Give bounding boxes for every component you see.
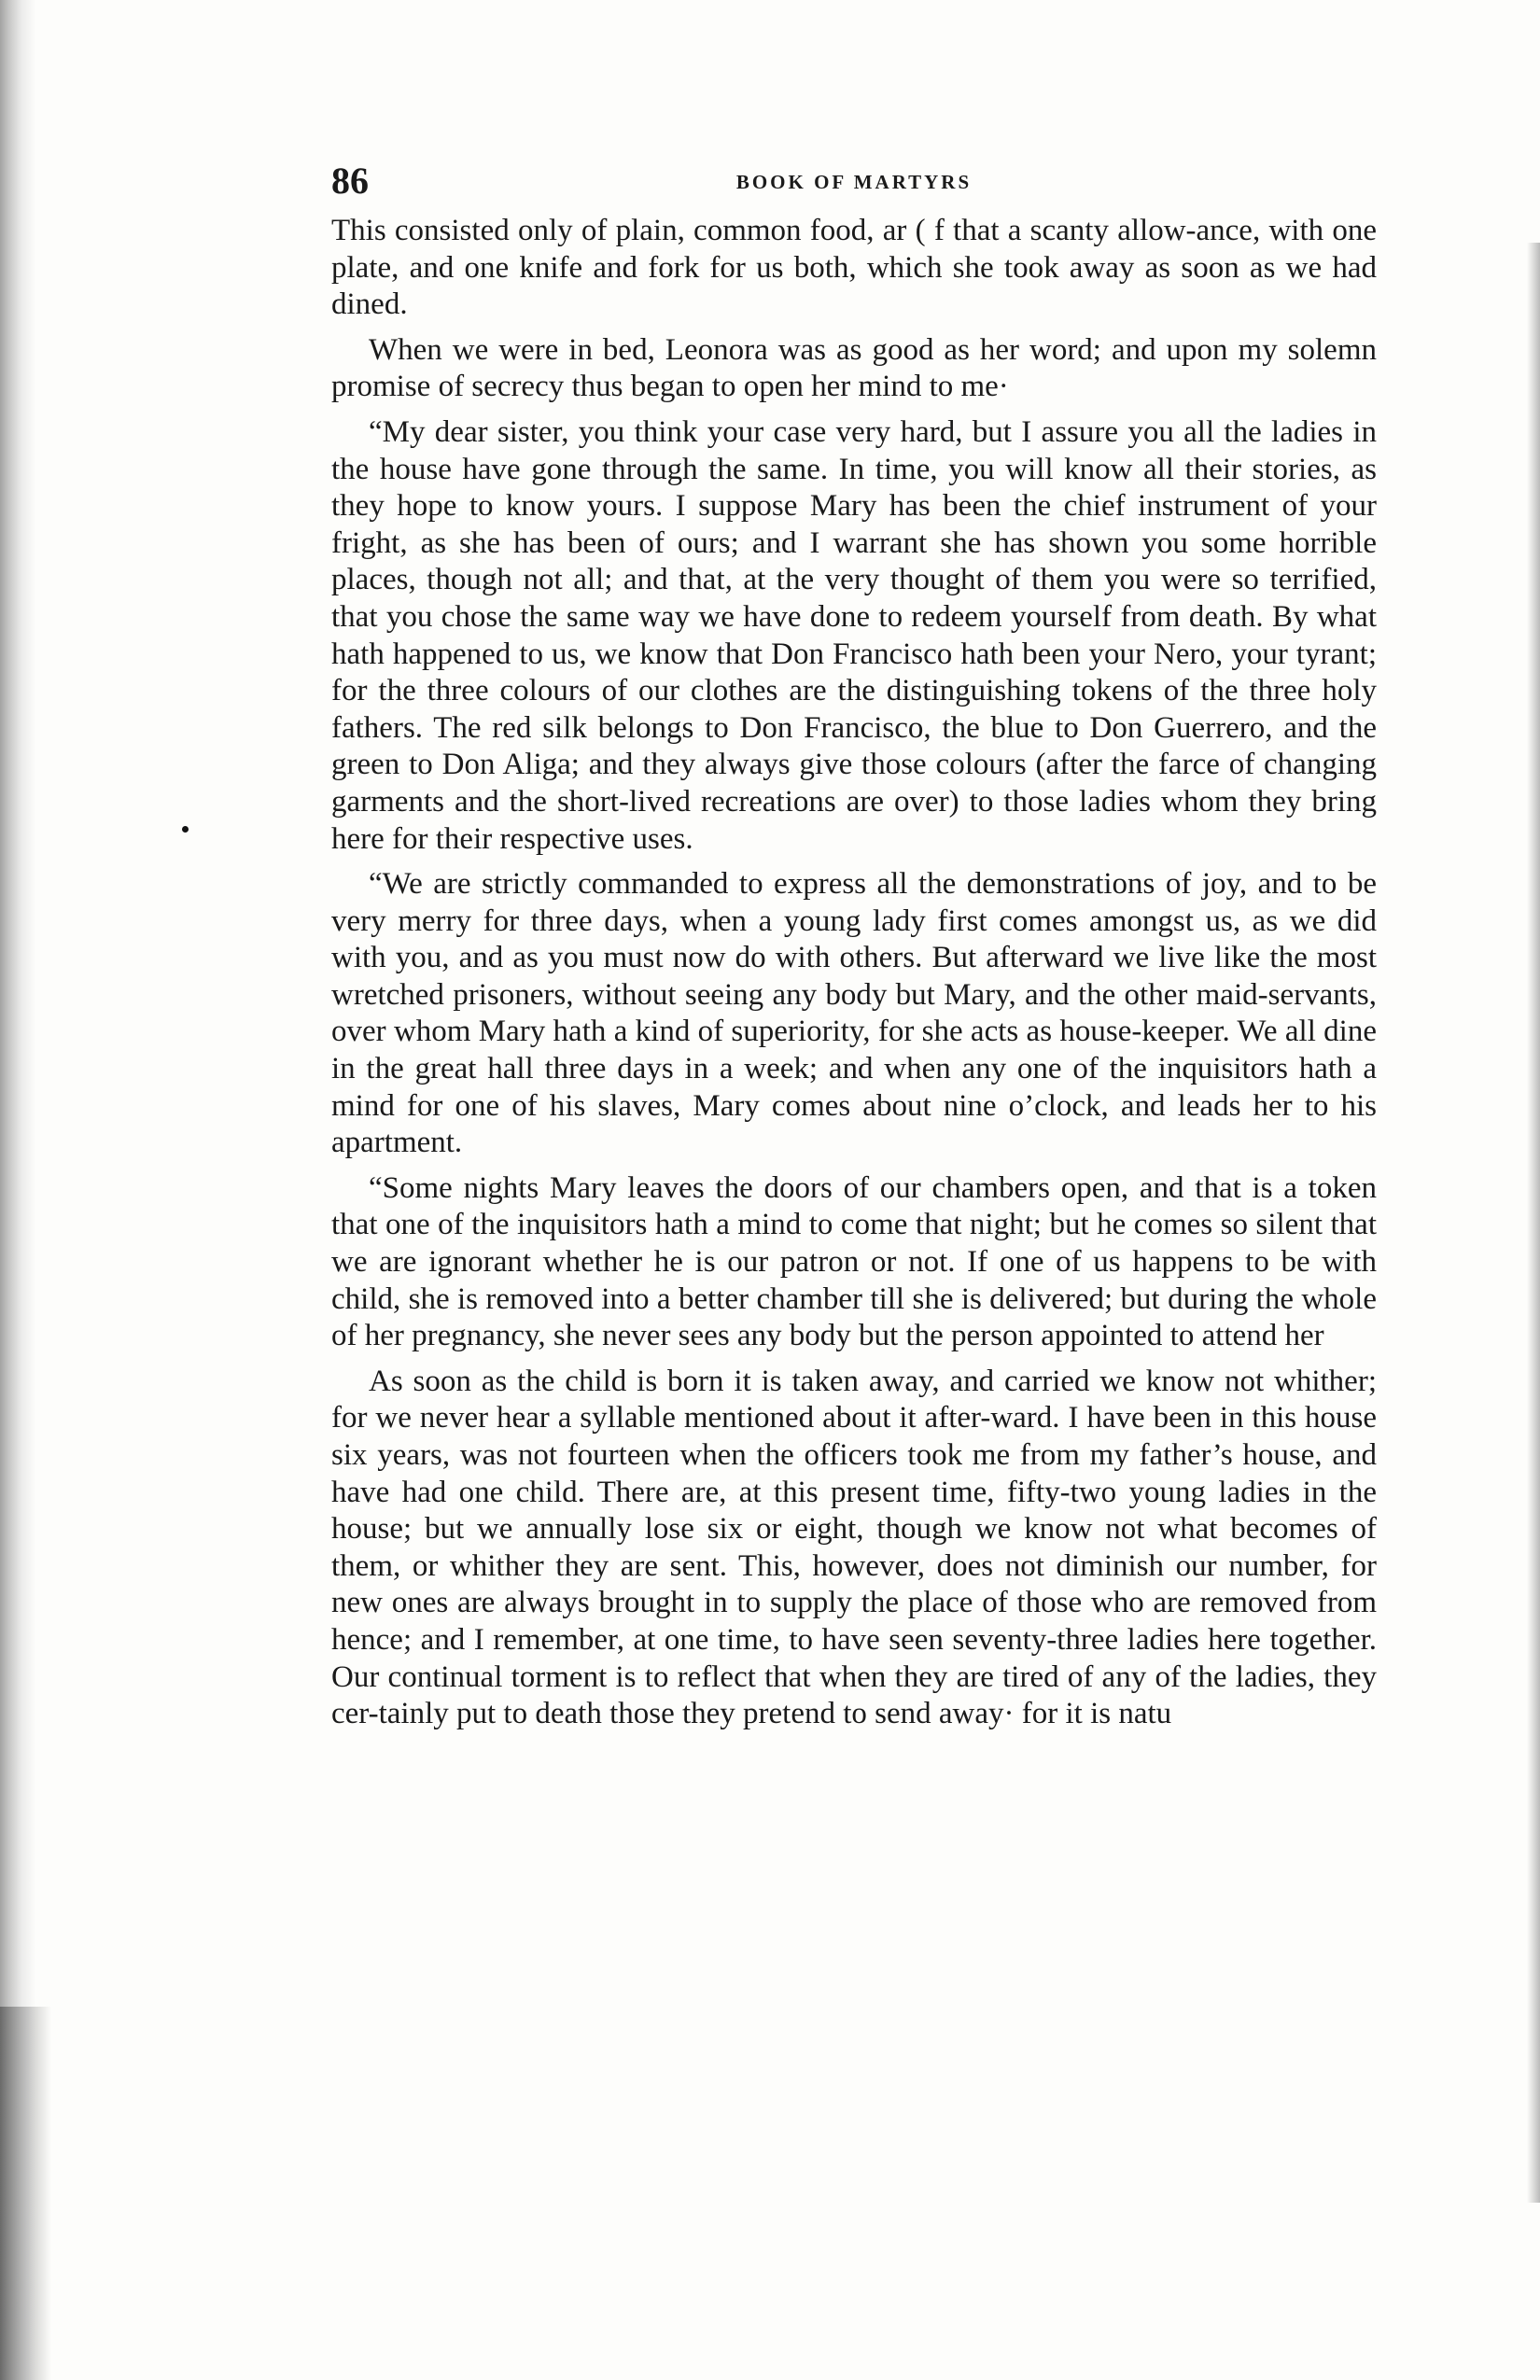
paragraph-1: This consisted only of plain, common food, ar ( f that a scanty allow-ance, with one plate, and one knife and fork for us both, which she took away as soon as we had dined.: [331, 214, 1377, 322]
running-head: BOOK OF MARTYRS: [735, 171, 973, 193]
paragraph-6: As soon as the child is born it is taken away, and carried we know not whither; for we never hear a syllable mentioned about it after-ward. I have been in this house six years, was not fourteen when the officers took me from my father’s house, and have had one child. There are, at this present time, fifty-two young ladies in the house; but we annually lose six or eight, though we know not what becomes of them, or whither they are sent. This, however, does not diminish our number, for new ones are always brought in to supply the place of those who are removed from hence; and I remember, at one time, to have seen seventy-three ladies here together. Our continual torment is to reflect that when they are tired of any of the ladies, they cer-tainly put to death those they pretend to send away· for it is natu: [331, 1364, 1377, 1731]
scan-page-edge: [1527, 243, 1540, 2203]
page-header: [331, 161, 1377, 202]
paragraph-2: When we were in bed, Leonora was as good as her word; and upon my solemn promise of secrecy thus began to open her mind to me·: [331, 332, 1377, 404]
paragraph-4: “We are strictly commanded to express all the demonstrations of joy, and to be very merry for three days, when a young lady first comes amongst us, as we did with you, and as you must now do with others. But afterward we live like the most wretched prisoners, without seeing any body but Mary, and the other maid-servants, over whom Mary hath a kind of superiority, for she acts as house-keeper. We all dine in the great hall three days in a week; and when any one of the inquisitors hath a mind for one of his slaves, Mary comes about nine o’clock, and leads her to his apartment.: [331, 867, 1377, 1160]
paragraph-5: “Some nights Mary leaves the doors of our chambers open, and that is a token that one of the inquisitors hath a mind to come that night; but he comes so silent that we are ignorant whether he is our patron or not. If one of us happens to be with child, she is removed into a better chamber till she is delivered; but during the whole of her pregnancy, she never sees any body but the person appointed to attend her: [331, 1170, 1377, 1353]
scan-binding-shadow-bottom: [0, 2007, 51, 2380]
body-text: [331, 213, 1377, 1742]
paragraph-3: “My dear sister, you think your case very hard, but I assure you all the ladies in the house have gone through the same. In time, you will know all their stories, as they hope to know yours. I suppose Mary has been the chief instrument of your fright, as she has been of ours; and I warrant she has shown you some horrible places, though not all; and that, at the very thought of them you were so terrified, that you chose the same way we have done to redeem yourself from death. By what hath happened to us, we know that Don Francisco hath been your Nero, your tyrant; for the three colours of our clothes are the distinguishing tokens of the three holy fathers. The red silk belongs to Don Francisco, the blue to Don Guerrero, and the green to Don Aliga; and they always give those colours (after the farce of changing garments and the short-lived recreations are over) to those ladies whom they bring here for their respective uses.: [331, 414, 1377, 856]
page-number: 86: [331, 160, 369, 202]
ink-speck: [182, 826, 189, 833]
